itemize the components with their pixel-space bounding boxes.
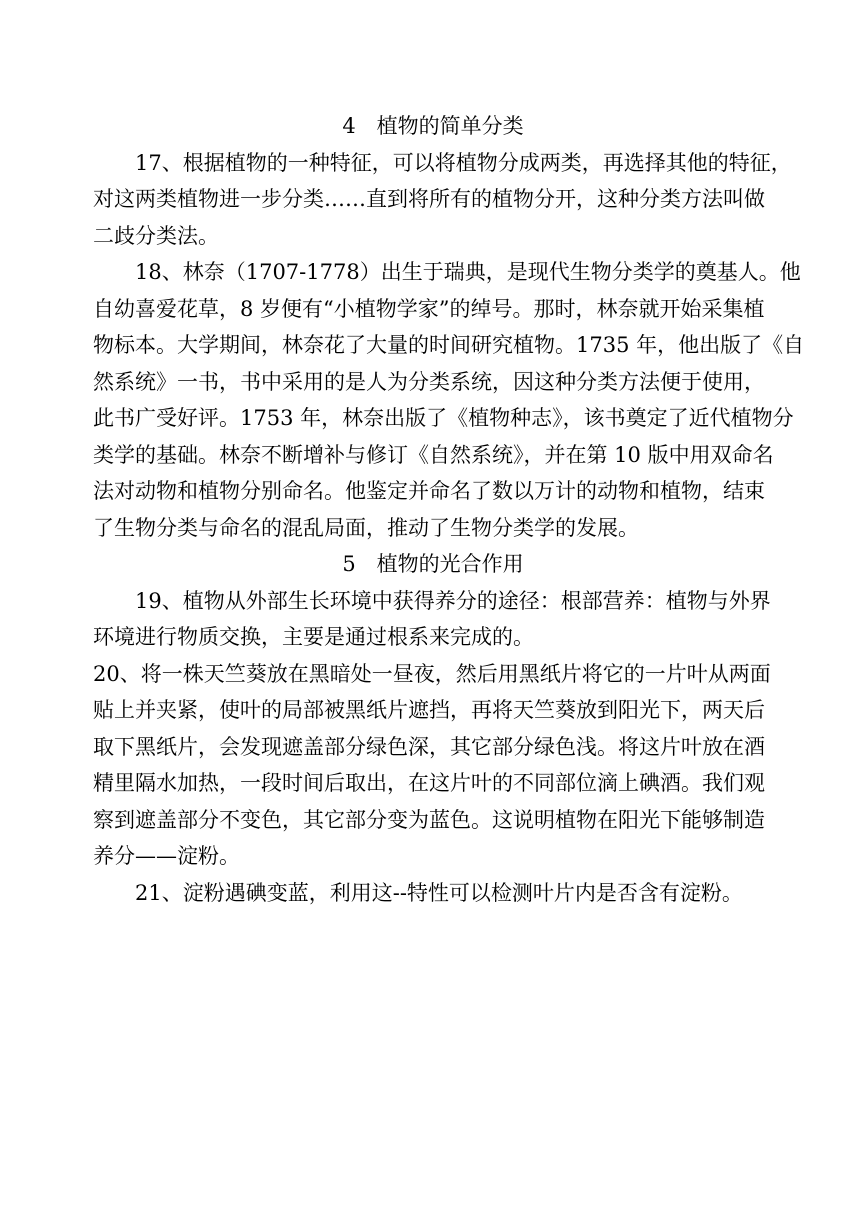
- text-line: 20、将一株天竺葵放在黑暗处一昼夜，然后用黑纸片将它的一片叶从两面: [93, 661, 771, 686]
- text-line: 察到遮盖部分不变色，其它部分变为蓝色。这说明植物在阳光下能够制造: [93, 807, 765, 832]
- document-page: [93, 108, 805, 911]
- text-line: 21、淀粉遇碘变蓝，利用这--特性可以检测叶片内是否含有淀粉。: [135, 880, 743, 905]
- paragraph-19: [93, 583, 773, 656]
- text-line: 18、林奈（1707-1778）出生于瑞典，是现代生物分类学的奠基人。他: [135, 260, 801, 284]
- paragraph-21: [93, 875, 773, 912]
- text-line: 取下黑纸片，会发现遮盖部分绿色深，其它部分绿色浅。将这片叶放在酒: [93, 734, 765, 759]
- text-line: 法对动物和植物分别命名。他鉴定并命名了数以万计的动物和植物，结束: [93, 479, 765, 503]
- text-line: 物标本。大学期间，林奈花了大量的时间研究植物。1735 年，他出版了《自: [93, 333, 805, 357]
- section-heading: 5 植物的光合作用: [342, 552, 524, 576]
- text-line: 环境进行物质交换，主要是通过根系来完成的。: [93, 625, 534, 649]
- paragraph-20: [93, 656, 773, 875]
- paragraph-18: [93, 254, 805, 546]
- text-line: 自幼喜爱花草，8 岁便有“小植物学家”的绰号。那时，林奈就开始采集植: [93, 296, 765, 321]
- text-line: 精里隔水加热，一段时间后取出，在这片叶的不同部位滴上碘酒。我们观: [93, 771, 765, 795]
- text-line: 类学的基础。林奈不断增补与修订《自然系统》，并在第 10 版中用双命名: [93, 442, 774, 467]
- section-photosynthesis: [93, 546, 773, 911]
- text-line: 17、根据植物的一种特征，可以将植物分成两类，再选择其他的特征，: [135, 150, 792, 175]
- text-line: 对这两类植物进一步分类……直到将所有的植物分开，这种分类方法叫做: [93, 187, 765, 211]
- text-line: 贴上并夹紧，使叶的局部被黑纸片遮挡，再将天竺葵放到阳光下，两天后: [93, 698, 765, 722]
- text-line: 二歧分类法。: [93, 223, 219, 248]
- text-line: 了生物分类与命名的混乱局面，推动了生物分类学的发展。: [93, 515, 639, 540]
- text-line: 然系统》一书，书中采用的是人为分类系统，因这种分类方法便于使用，: [93, 369, 765, 394]
- paragraph-17: [93, 145, 792, 255]
- text-line: 19、植物从外部生长环境中获得养分的途径：根部营养：植物与外界: [135, 588, 771, 613]
- text-line: 养分——淀粉。: [93, 844, 240, 868]
- section-heading: 4 植物的简单分类: [342, 114, 524, 138]
- text-line: 此书广受好评。1753 年，林奈出版了《植物种志》，该书奠定了近代植物分: [93, 406, 794, 430]
- section-plant-classification: [93, 108, 805, 546]
